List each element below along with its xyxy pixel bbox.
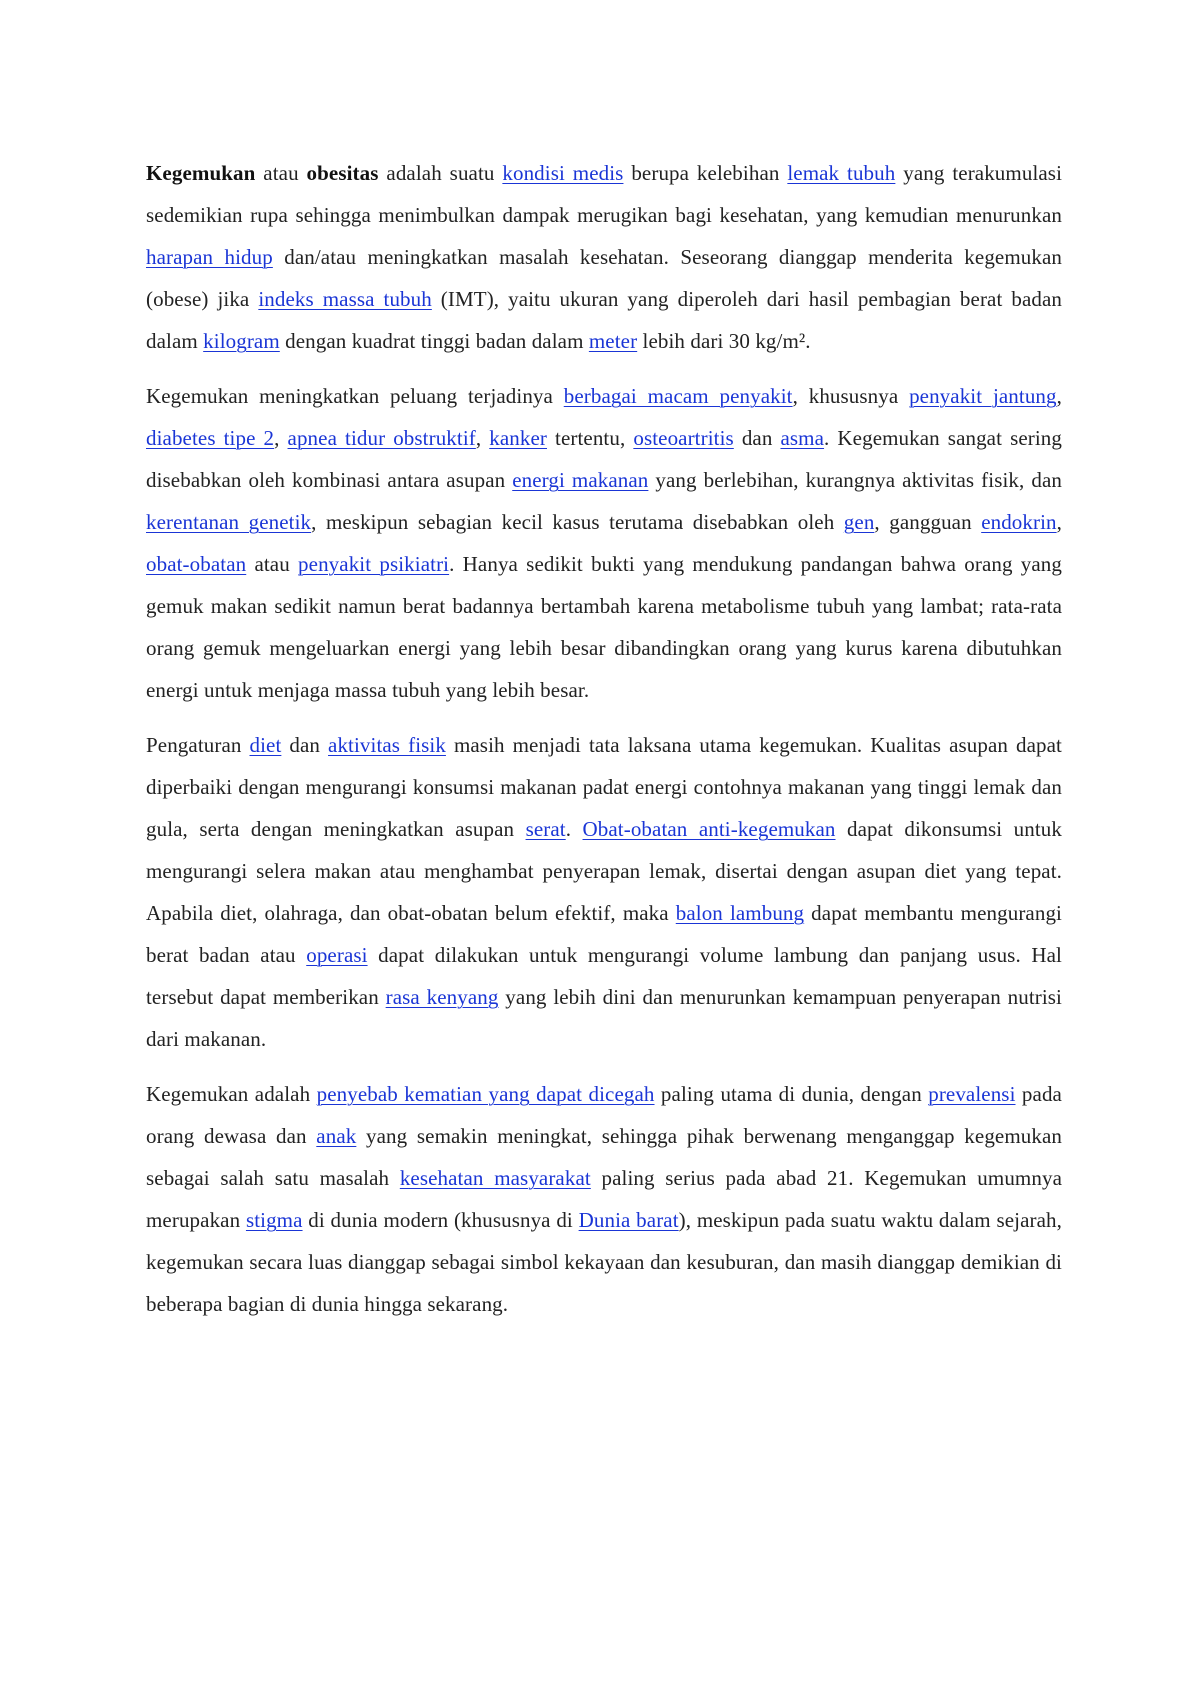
text-run: .	[565, 817, 583, 841]
bold-term: obesitas	[306, 161, 379, 185]
text-run: Pengaturan	[146, 733, 250, 757]
text-run: di dunia modern (khususnya di	[302, 1208, 579, 1232]
text-run: (IMT), yaitu ukuran yang diperoleh dari hasil pembagian berat badan dalam	[146, 287, 1062, 353]
text-run: pada orang dewasa dan	[146, 1082, 1062, 1148]
link-lemak-tubuh[interactable]: lemak tubuh	[787, 161, 896, 185]
paragraph-definition	[146, 152, 1062, 362]
link-kesehatan-masyarakat[interactable]: kesehatan masyarakat	[399, 1166, 591, 1190]
link-kondisi-medis[interactable]: kondisi medis	[502, 161, 624, 185]
text-run: berupa kelebihan	[623, 161, 788, 185]
link-kanker[interactable]: kanker	[489, 426, 547, 450]
link-meter[interactable]: meter	[588, 329, 638, 353]
text-run: ,	[1056, 510, 1062, 534]
link-indeks-massa-tubuh[interactable]: indeks massa tubuh	[258, 287, 432, 311]
text-run: , gangguan	[874, 510, 982, 534]
link-diet[interactable]: diet	[249, 733, 282, 757]
text-run: masih menjadi tata laksana utama kegemukan. Kualitas asupan dapat diperbaiki dengan mengurangi konsumsi makanan padat energi contohnya makanan yang tinggi lemak dan gula, serta dengan meningkatkan asupan	[146, 733, 1062, 841]
link-penyakit-psikiatri[interactable]: penyakit psikiatri	[298, 552, 450, 576]
text-run: yang berlebihan, kurangnya aktivitas fisik, dan	[648, 468, 1062, 492]
text-run: Kegemukan adalah	[146, 1082, 317, 1106]
text-run: dan/atau meningkatkan masalah kesehatan. Seseorang dianggap menderita kegemukan (obese) jika	[146, 245, 1062, 311]
text-run: , meskipun sebagian kecil kasus terutama disebabkan oleh	[311, 510, 844, 534]
text-run: dan	[281, 733, 329, 757]
paragraph-public-health	[146, 1073, 1062, 1325]
link-stigma[interactable]: stigma	[245, 1208, 303, 1232]
text-run: tertentu,	[547, 426, 634, 450]
link-apnea-tidur-obstruktif[interactable]: apnea tidur obstruktif	[287, 426, 476, 450]
text-run: adalah suatu	[378, 161, 503, 185]
link-operasi[interactable]: operasi	[306, 943, 368, 967]
text-run: dengan kuadrat tinggi badan dalam	[279, 329, 589, 353]
link-asma[interactable]: asma	[780, 426, 825, 450]
text-run: dapat dikonsumsi untuk mengurangi selera makan atau menghambat penyerapan lemak, disertai dengan asupan diet yang tepat. Apabila diet, olahraga, dan obat-obatan belum efektif, maka	[146, 817, 1063, 925]
link-osteoartritis[interactable]: osteoartritis	[633, 426, 734, 450]
text-run: . Hanya sedikit bukti yang mendukung pandangan bahwa orang yang gemuk makan sedikit namun berat badannya bertambah karena metabolisme tubuh yang lambat; rata-rata orang gemuk mengeluarkan energi yang lebih besar dibandingkan orang yang kurus karena dibutuhkan energi untuk menjaga massa tubuh yang lebih besar.	[146, 552, 1063, 702]
text-run: , khususnya	[792, 384, 910, 408]
link-penyebab-kematian-yang-dapat-dicegah[interactable]: penyebab kematian yang dapat dicegah	[316, 1082, 655, 1106]
text-run: dan	[733, 426, 781, 450]
link-serat[interactable]: serat	[525, 817, 566, 841]
text-run: ,	[475, 426, 490, 450]
text-run: ), meskipun pada suatu waktu dalam sejarah, kegemukan secara luas dianggap sebagai simbol kekayaan dan kesuburan, dan masih dianggap demikian di beberapa bagian di dunia hingga sekarang.	[146, 1208, 1062, 1316]
link-aktivitas-fisik[interactable]: aktivitas fisik	[328, 733, 446, 757]
paragraph-risks-and-causes	[146, 375, 1062, 711]
bold-term: Kegemukan	[146, 161, 256, 185]
link-berbagai-macam-penyakit[interactable]: berbagai macam penyakit	[563, 384, 793, 408]
paragraph-treatment	[146, 724, 1062, 1060]
link-penyakit-jantung[interactable]: penyakit jantung	[909, 384, 1057, 408]
text-run: Kegemukan meningkatkan peluang terjadinya	[146, 384, 564, 408]
text-run: yang lebih dini dan menurunkan kemampuan penyerapan nutrisi dari makanan.	[146, 985, 1062, 1051]
text-run: paling serius pada abad 21. Kegemukan umumnya merupakan	[146, 1166, 1062, 1232]
link-gen[interactable]: gen	[843, 510, 875, 534]
text-run: lebih dari 30 kg/m².	[637, 329, 811, 353]
link-energi-makanan[interactable]: energi makanan	[512, 468, 649, 492]
text-run: ,	[1056, 384, 1062, 408]
link-balon-lambung[interactable]: balon lambung	[675, 901, 805, 925]
link-harapan-hidup[interactable]: harapan hidup	[146, 245, 273, 269]
link-obat-obatan-anti-kegemukan[interactable]: Obat-obatan anti-kegemukan	[582, 817, 836, 841]
text-run: dapat membantu mengurangi berat badan atau	[146, 901, 1062, 967]
link-anak[interactable]: anak	[316, 1124, 357, 1148]
text-run: . Kegemukan sangat sering disebabkan oleh kombinasi antara asupan	[146, 426, 1062, 492]
document-page	[146, 152, 1062, 1338]
link-kilogram[interactable]: kilogram	[203, 329, 280, 353]
link-kerentanan-genetik[interactable]: kerentanan genetik	[146, 510, 312, 534]
text-run: ,	[274, 426, 288, 450]
text-run: atau	[255, 161, 307, 185]
link-endokrin[interactable]: endokrin	[981, 510, 1057, 534]
text-run: dapat dilakukan untuk mengurangi volume lambung dan panjang usus. Hal tersebut dapat memberikan	[146, 943, 1062, 1009]
link-dunia-barat[interactable]: Dunia barat	[578, 1208, 679, 1232]
text-run: yang semakin meningkat, sehingga pihak berwenang menganggap kegemukan sebagai salah satu masalah	[146, 1124, 1062, 1190]
link-rasa-kenyang[interactable]: rasa kenyang	[385, 985, 499, 1009]
text-run: atau	[246, 552, 299, 576]
link-diabetes-tipe-2[interactable]: diabetes tipe 2	[146, 426, 275, 450]
link-prevalensi[interactable]: prevalensi	[928, 1082, 1016, 1106]
text-run: yang terakumulasi sedemikian rupa sehingga menimbulkan dampak merugikan bagi kesehatan, yang kemudian menurunkan	[146, 161, 1063, 227]
text-run: paling utama di dunia, dengan	[654, 1082, 929, 1106]
link-obat-obatan[interactable]: obat-obatan	[146, 552, 247, 576]
